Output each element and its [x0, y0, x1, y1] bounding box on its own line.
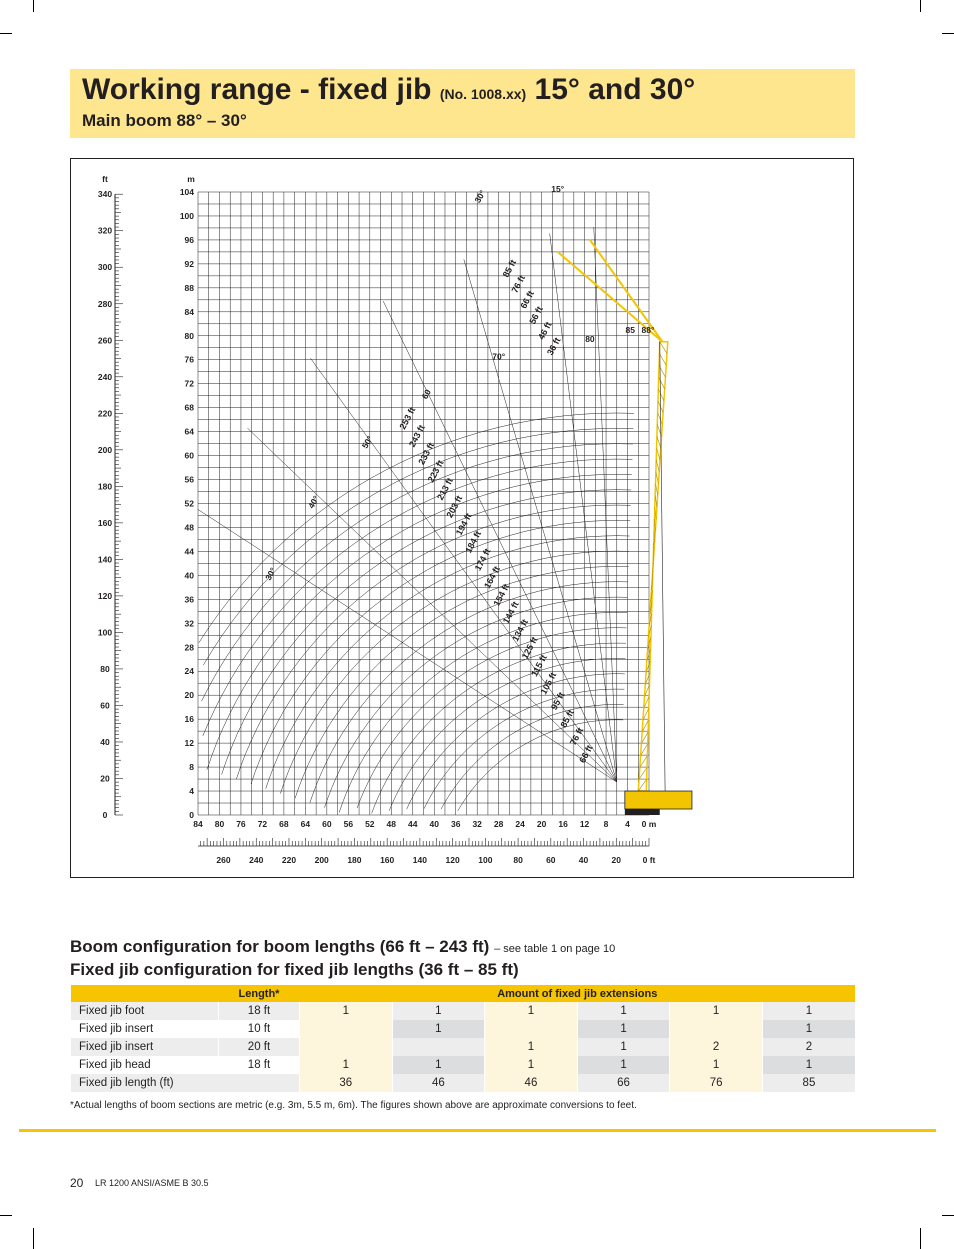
y-tick-label-m: 20	[184, 690, 194, 701]
y-tick-label-m: 104	[179, 187, 194, 197]
jib-length-label: 66 ft	[518, 289, 536, 311]
x-tick-label-m: 36	[450, 819, 461, 829]
pendant-line	[660, 342, 665, 791]
boom-length-label: 85 ft	[558, 708, 576, 730]
x-tick-label-ft: 260	[216, 855, 231, 865]
y-tick-label-m: 48	[184, 522, 194, 533]
x-tick-label-m: 48	[386, 819, 397, 829]
y-tick-label-ft: 340	[97, 189, 113, 200]
y-axis-label-ft: ft	[102, 174, 108, 184]
cell: 1	[670, 1056, 763, 1074]
cell	[485, 1020, 578, 1038]
total-cell: 46	[392, 1074, 485, 1092]
y-tick-label-m: 60	[184, 450, 194, 461]
boom-length-label: 95 ft	[549, 690, 567, 712]
boom-length-label: 203 ft	[444, 493, 465, 520]
boom-length-curve	[357, 628, 626, 808]
boom-config-heading	[70, 937, 615, 957]
crop-mark	[942, 33, 954, 34]
boom-length-label: 125 ft	[519, 635, 540, 661]
page-subtitle: Main boom 88° – 30°	[82, 111, 247, 130]
boom-length-label: 154 ft	[491, 582, 512, 608]
angle-label-30-jib: 30°	[472, 188, 488, 205]
x-tick-label-ft: 140	[412, 855, 427, 865]
row-label: Fixed jib insert	[71, 1038, 219, 1056]
cell: 1	[485, 1056, 578, 1074]
cell: 1	[300, 1002, 393, 1020]
cell: 1	[670, 1002, 763, 1020]
boom-length-label: 253 ft	[397, 405, 418, 431]
header-amount: Amount of fixed jib extensions	[300, 985, 856, 1002]
x-tick-label-m: 8	[603, 819, 609, 829]
boom-length-label: 243 ft	[406, 423, 427, 449]
crane-base	[625, 791, 692, 809]
angle-label-30: 30°	[263, 565, 279, 582]
boom-lattice	[658, 413, 663, 425]
header-length: Length*	[219, 985, 300, 1002]
x-tick-label-ft: 240	[249, 855, 264, 865]
table-total-row	[71, 1074, 856, 1092]
cell: 1	[392, 1020, 485, 1038]
x-tick-label-m: 24	[515, 819, 525, 829]
jib-config-heading: Fixed jib configuration for fixed jib lengths (36 ft – 85 ft)	[70, 960, 519, 979]
y-tick-label-m: 56	[184, 474, 194, 485]
boom-lattice	[658, 389, 664, 401]
y-tick-label-m: 36	[184, 594, 194, 605]
boom-length-label: 223 ft	[425, 458, 446, 484]
cell: 1	[577, 1020, 670, 1038]
x-tick-label-ft: 220	[281, 855, 297, 865]
title-text: Working range - fixed jib	[82, 73, 432, 106]
angle-label-85: 85	[625, 324, 635, 335]
y-tick-label-ft: 140	[97, 554, 113, 565]
y-tick-label-m: 80	[184, 330, 194, 341]
row-length: 18 ft	[219, 1002, 300, 1020]
x-tick-label-ft: 20	[611, 855, 622, 865]
total-cell: 46	[485, 1074, 578, 1092]
y-tick-label-m: 40	[184, 570, 194, 581]
title-angles: 15° and 30°	[534, 73, 696, 106]
y-tick-label-m: 12	[184, 738, 194, 749]
footer-rule	[19, 1129, 936, 1132]
x-tick-label-m: 32	[472, 819, 482, 829]
y-tick-label-m: 16	[184, 714, 194, 725]
boom-config-note: – see table 1 on page 10	[494, 943, 616, 955]
crop-mark	[920, 0, 921, 12]
x-tick-label-m: 4	[625, 819, 630, 829]
cell: 1	[577, 1002, 670, 1020]
total-cell: 66	[577, 1074, 670, 1092]
boom-length-label: 76 ft	[567, 725, 586, 747]
x-tick-label-m: 0 m	[641, 819, 657, 829]
x-tick-label-ft: 60	[546, 855, 556, 865]
cell	[300, 1020, 393, 1038]
boom-length-label: 194 ft	[453, 511, 474, 537]
x-tick-label-ft: 80	[513, 855, 523, 865]
document-name: LR 1200 ANSI/ASME B 30.5	[95, 1178, 209, 1188]
x-tick-label-m: 28	[493, 819, 504, 829]
boom-angle-line	[383, 301, 617, 782]
y-tick-label-m: 92	[184, 258, 194, 269]
boom-length-label: 233 ft	[416, 440, 437, 467]
y-tick-label-ft: 40	[100, 736, 110, 747]
y-tick-label-ft: 80	[100, 663, 110, 674]
crop-mark	[0, 1215, 12, 1216]
boom-length-curve	[458, 720, 623, 811]
x-tick-label-ft: 0 ft	[642, 855, 656, 865]
boom-length-curve	[339, 612, 627, 812]
y-tick-label-ft: 0	[102, 810, 108, 820]
boom-length-label: 184 ft	[463, 529, 484, 555]
y-tick-label-ft: 240	[97, 371, 113, 382]
boom-length-label: 134 ft	[510, 617, 531, 644]
crop-mark	[942, 1215, 954, 1216]
y-tick-label-ft: 300	[97, 262, 113, 273]
y-tick-label-m: 8	[189, 762, 194, 773]
table-row	[71, 1020, 856, 1038]
table-row	[71, 1002, 856, 1020]
x-tick-label-ft: 40	[578, 855, 589, 865]
row-length: 20 ft	[219, 1038, 300, 1056]
boom-length-label: 174 ft	[472, 546, 493, 573]
angle-label-70: 70°	[492, 351, 506, 362]
angle-label-88: 88°	[641, 324, 655, 335]
y-tick-label-ft: 280	[97, 298, 113, 309]
y-tick-label-m: 88	[184, 282, 194, 293]
y-tick-label-m: 64	[184, 426, 194, 437]
y-tick-label-m: 24	[184, 666, 194, 677]
page-title	[82, 73, 695, 107]
y-tick-label-ft: 160	[97, 517, 113, 528]
x-tick-label-ft: 100	[478, 855, 493, 865]
x-tick-label-ft: 200	[314, 855, 329, 865]
x-tick-label-m: 56	[343, 819, 354, 829]
y-tick-label-m: 0	[189, 810, 194, 820]
y-tick-label-ft: 120	[97, 590, 113, 601]
row-label: Fixed jib foot	[71, 1002, 219, 1020]
x-tick-label-m: 68	[279, 819, 289, 829]
cell: 1	[392, 1056, 485, 1074]
cell: 2	[762, 1038, 855, 1056]
y-tick-label-ft: 60	[100, 700, 110, 711]
y-tick-label-m: 96	[184, 234, 194, 245]
chart-grid	[198, 192, 649, 815]
cell: 1	[762, 1002, 855, 1020]
x-tick-label-m: 84	[193, 819, 203, 829]
y-tick-label-m: 76	[184, 354, 194, 365]
title-band	[70, 69, 855, 138]
y-tick-label-m: 4	[189, 786, 194, 797]
boom-length-label: 115 ft	[529, 653, 549, 679]
boom-angle-line	[198, 509, 617, 782]
cell: 1	[392, 1002, 485, 1020]
boom-length-label: 66 ft	[577, 743, 595, 765]
page-number: 20	[70, 1176, 84, 1190]
table-header-row	[71, 985, 856, 1002]
y-tick-label-m: 68	[184, 402, 194, 413]
x-tick-label-m: 40	[429, 819, 439, 829]
crane-tracks	[625, 809, 660, 815]
row-length: 18 ft	[219, 1056, 300, 1074]
jib-length-label: 36 ft	[544, 335, 563, 357]
x-tick-label-m: 60	[322, 819, 332, 829]
jib-config-table	[70, 985, 855, 1092]
jib-length-label: 46 ft	[536, 320, 554, 342]
angle-label-80: 80	[585, 333, 595, 344]
angle-label-15-jib: 15°	[551, 184, 565, 194]
boom-length-label: 105 ft	[538, 670, 559, 697]
y-tick-label-ft: 20	[100, 773, 110, 784]
y-tick-label-m: 72	[184, 378, 194, 389]
boom-length-label: 144 ft	[500, 599, 521, 626]
working-range-chart	[70, 158, 854, 878]
x-tick-label-m: 16	[558, 819, 568, 829]
y-tick-label-m: 32	[184, 618, 194, 629]
y-tick-label-m: 100	[179, 210, 194, 221]
x-tick-label-m: 64	[300, 819, 311, 829]
x-tick-label-m: 12	[579, 819, 590, 829]
boom-length-label: 213 ft	[435, 476, 455, 502]
table-row	[71, 1056, 856, 1074]
x-tick-label-m: 76	[236, 819, 246, 829]
x-tick-label-m: 52	[365, 819, 375, 829]
boom-lattice	[657, 436, 661, 448]
footnote: *Actual lengths of boom sections are metric (e.g. 3m, 5.5 m, 6m). The figures shown above are approximate conversions to feet.	[70, 1100, 637, 1111]
jib-length-label: 76 ft	[509, 273, 528, 295]
cell: 1	[762, 1020, 855, 1038]
y-tick-label-m: 52	[184, 498, 194, 509]
y-tick-label-ft: 260	[97, 335, 113, 346]
angle-label-60: 60	[419, 387, 433, 401]
boom-lattice	[659, 377, 665, 389]
cell: 1	[300, 1056, 393, 1074]
crop-mark	[33, 1228, 34, 1249]
y-tick-label-m: 84	[184, 306, 194, 317]
x-tick-label-m: 72	[257, 819, 268, 829]
y-axis-label-m: m	[187, 174, 195, 184]
total-cell: 36	[300, 1074, 393, 1092]
x-tick-label-m: 80	[214, 819, 225, 829]
y-tick-label-ft: 200	[97, 444, 113, 455]
y-tick-label-m: 44	[184, 546, 194, 557]
table-row	[71, 1038, 856, 1056]
boom-config-title: Boom configuration for boom lengths (66 ft – 243 ft)	[70, 937, 490, 956]
y-tick-label-ft: 320	[97, 225, 113, 236]
angle-label-40: 40°	[305, 493, 322, 511]
cell: 2	[670, 1038, 763, 1056]
jib-length-label: 56 ft	[527, 304, 545, 326]
x-tick-label-m: 44	[408, 819, 418, 829]
y-tick-label-ft: 100	[97, 627, 113, 638]
crop-mark	[920, 1228, 921, 1249]
boom-lattice	[660, 342, 667, 354]
y-tick-label-ft: 220	[97, 408, 113, 419]
boom-length-label: 164 ft	[482, 564, 502, 590]
crop-mark	[0, 33, 12, 34]
cell: 1	[577, 1056, 670, 1074]
cell: 1	[762, 1056, 855, 1074]
total-cell: 76	[670, 1074, 763, 1092]
cell: 1	[577, 1038, 670, 1056]
total-cell: 85	[762, 1074, 855, 1092]
jib-length-label: 85 ft	[500, 257, 519, 279]
title-model: (No. 1008.xx)	[439, 86, 527, 102]
boom-length-curve	[407, 674, 625, 809]
cell	[300, 1038, 393, 1056]
x-tick-label-ft: 160	[380, 855, 395, 865]
cell: 1	[485, 1038, 578, 1056]
boom-length-curve	[441, 704, 624, 809]
chart-svg	[71, 159, 853, 877]
row-length: 10 ft	[219, 1020, 300, 1038]
crop-mark	[33, 0, 34, 12]
total-label: Fixed jib length (ft)	[71, 1074, 300, 1092]
cell: 1	[485, 1002, 578, 1020]
angle-label-50: 50°	[359, 434, 375, 451]
boom-length-curve	[295, 566, 628, 798]
row-label: Fixed jib insert	[71, 1020, 219, 1038]
boom-length-curve	[203, 428, 633, 665]
y-tick-label-m: 28	[184, 642, 194, 653]
boom-length-curve	[222, 490, 632, 775]
boom-lattice	[659, 354, 666, 366]
cell	[392, 1038, 485, 1056]
x-tick-label-m: 20	[536, 819, 547, 829]
y-tick-label-ft: 180	[97, 481, 113, 492]
x-tick-label-ft: 180	[347, 855, 362, 865]
cell	[670, 1020, 763, 1038]
boom-angle-line	[594, 227, 617, 782]
header-empty	[71, 985, 219, 1002]
boom-length-curve	[389, 658, 625, 810]
row-label: Fixed jib head	[71, 1056, 219, 1074]
boom-length-curve	[199, 413, 634, 643]
x-tick-label-ft: 120	[445, 855, 460, 865]
